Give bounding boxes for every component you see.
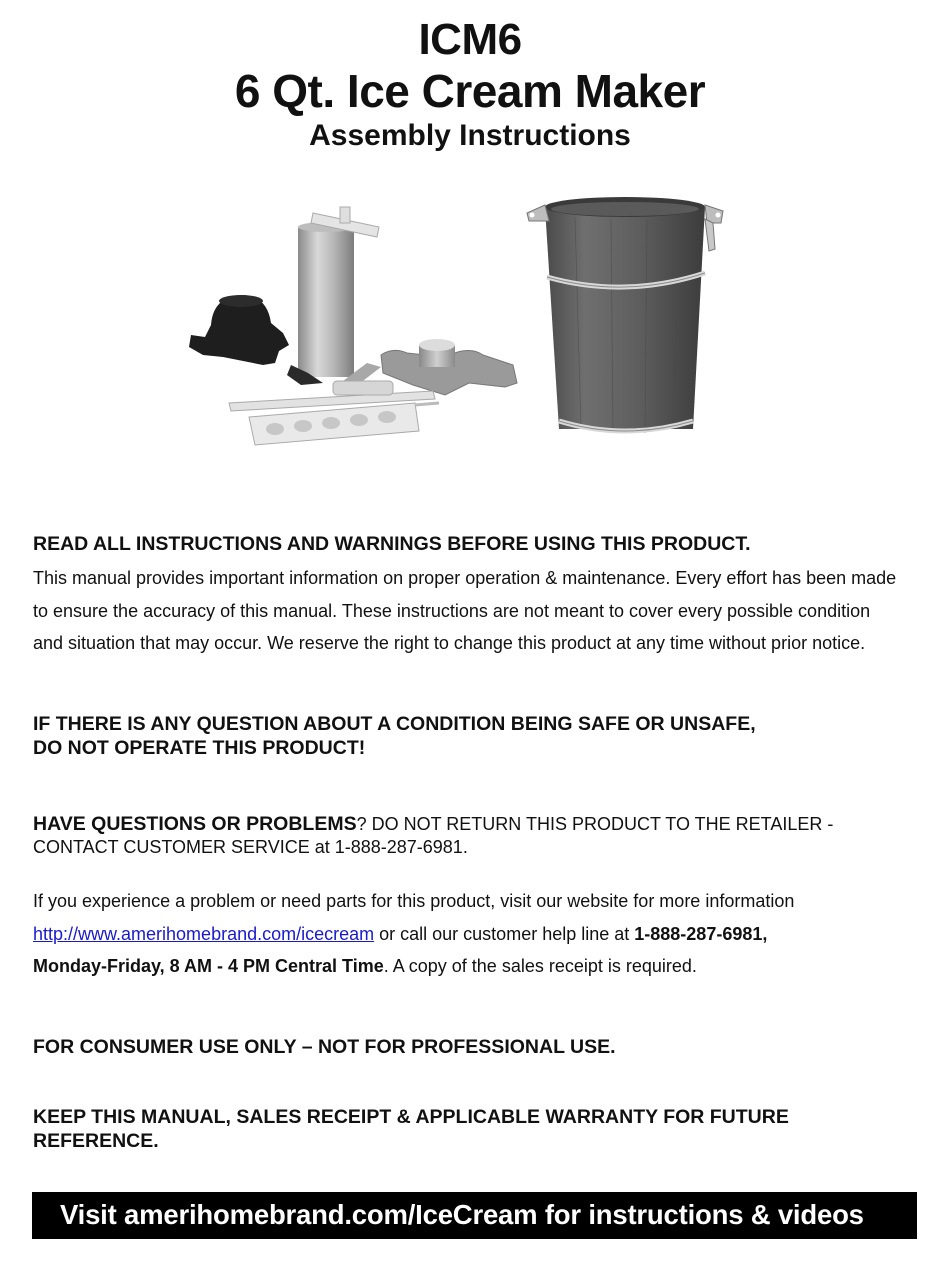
questions-text: ? DO NOT RETURN THIS PRODUCT TO THE RETAILER - CONTACT CUSTOMER SERVICE at 1-888-287-6981. bbox=[33, 814, 834, 857]
safety-line-2: DO NOT OPERATE THIS PRODUCT! bbox=[33, 737, 366, 759]
website-banner: Visit amerihomebrand.com/IceCream for instructions & videos bbox=[32, 1192, 917, 1239]
motor-housing bbox=[189, 295, 289, 365]
intro-paragraph: This manual provides important information on proper operation & maintenance. Every effort has been made to ensure the accuracy of this manual. These instructions are not meant to cover every possible condition and situation that may occur. We reserve the right to change this product at any time without prior notice. bbox=[33, 568, 897, 654]
title-block bbox=[0, 14, 940, 156]
website-link[interactable]: http://www.amerihomebrand.com/icecream bbox=[33, 923, 375, 944]
safety-warning bbox=[33, 712, 903, 760]
keep-manual-notice: KEEP THIS MANUAL, SALES RECEIPT & APPLICABLE WARRANTY FOR FUTURE REFERENCE. bbox=[33, 1106, 789, 1152]
model-number: ICM6 bbox=[418, 15, 522, 64]
read-all-warning: READ ALL INSTRUCTIONS AND WARNINGS BEFORE USING THIS PRODUCT. bbox=[33, 533, 751, 555]
help-hours: Monday-Friday, 8 AM - 4 PM Central Time bbox=[33, 956, 384, 977]
help-end: . A copy of the sales receipt is required. bbox=[383, 956, 697, 977]
bucket-body bbox=[545, 197, 705, 433]
safety-line-1: IF THERE IS ANY QUESTION ABOUT A CONDITION BEING SAFE OR UNSAFE, bbox=[33, 713, 756, 735]
document-subtitle: Assembly Instructions bbox=[309, 119, 631, 152]
help-mid: or call our customer help line at bbox=[374, 923, 635, 944]
consumer-use-notice: FOR CONSUMER USE ONLY – NOT FOR PROFESSIONAL USE. bbox=[33, 1036, 616, 1058]
help-paragraph bbox=[33, 885, 903, 983]
help-intro: If you experience a problem or need parts for this product, visit our website for more information bbox=[33, 891, 795, 911]
questions-notice bbox=[33, 813, 903, 859]
canister bbox=[287, 207, 379, 385]
dasher bbox=[229, 381, 439, 445]
questions-lead: HAVE QUESTIONS OR PROBLEMS bbox=[33, 813, 357, 835]
parts-image bbox=[183, 205, 523, 455]
product-name: 6 Qt. Ice Cream Maker bbox=[234, 65, 706, 117]
bucket-image bbox=[515, 193, 730, 448]
help-phone: 1-888-287-6981, bbox=[634, 923, 768, 944]
